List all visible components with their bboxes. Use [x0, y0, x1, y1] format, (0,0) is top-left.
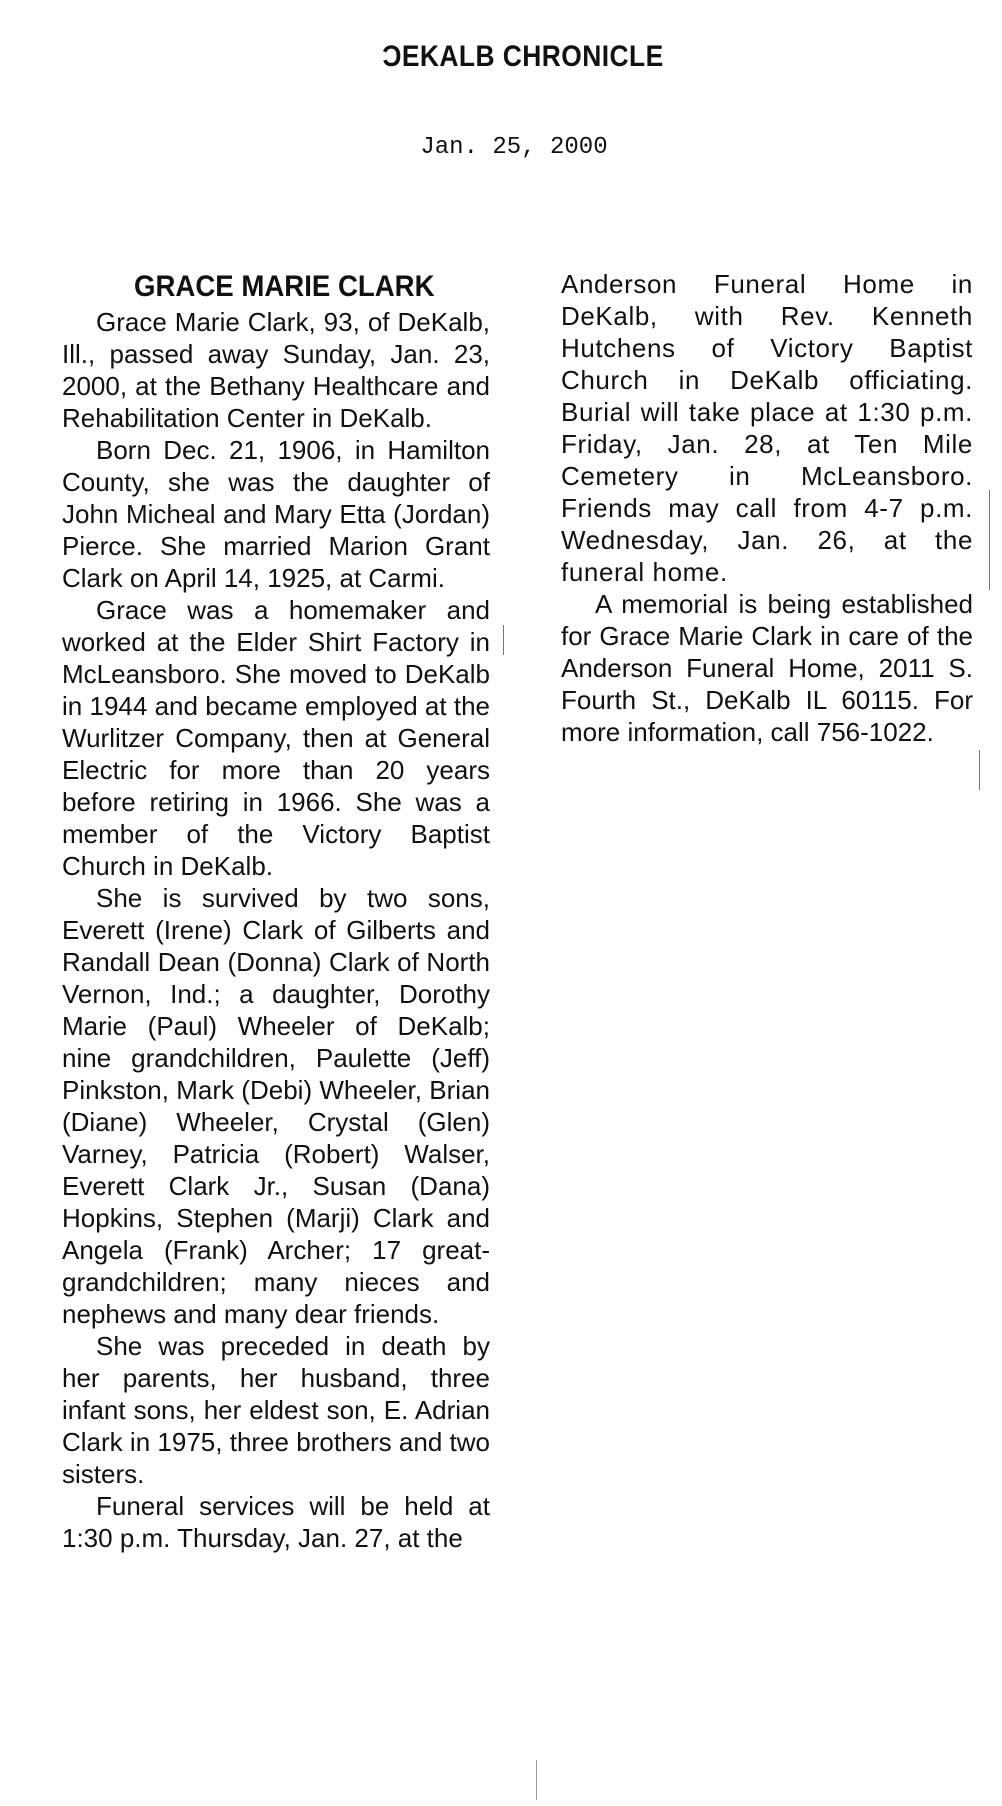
column-edge-mark: [503, 625, 504, 655]
obituary-right-column: [561, 268, 973, 748]
masthead: ƆEKALB CHRONICLE: [382, 40, 664, 73]
column-edge-mark: [989, 490, 990, 590]
obituary-left-column: [62, 268, 490, 1554]
obituary-paragraph: Funeral services will be held at 1:30 p.m. Thursday, Jan. 27, at the: [62, 1491, 490, 1553]
publication-date: Jan. 25, 2000: [420, 134, 608, 161]
obituary-paragraph: Born Dec. 21, 1906, in Hamilton County, she was the daughter of John Micheal and Mary Etta (Jordan) Pierce. She married Marion Grant Clark on April 14, 1925, at Carmi.: [62, 435, 490, 593]
obituary-paragraph: Anderson Funeral Home in DeKalb, with Rev. Kenneth Hutchens of Victory Baptist Church in DeKalb officiating. Burial will take place at 1:30 p.m. Friday, Jan. 28, at Ten Mile Cemetery in McLeansboro. Friends may call from 4-7 p.m. Wednesday, Jan. 26, at the funeral home.: [561, 269, 973, 587]
obituary-paragraph: She was preceded in death by her parents, her husband, three infant sons, her eldest son, E. Adrian Clark in 1975, three brothers and two sisters.: [62, 1331, 490, 1489]
column-edge-mark: [979, 750, 980, 790]
obituary-headline: GRACE MARIE CLARK: [134, 270, 435, 303]
obituary-paragraph: Grace was a homemaker and worked at the Elder Shirt Factory in McLeansboro. She moved to DeKalb in 1944 and became employed at the Wurlitzer Company, then at General Electric for more than 20 years before retiring in 1966. She was a member of the Victory Baptist Church in DeKalb.: [62, 595, 490, 881]
obituary-paragraph: Grace Marie Clark, 93, of DeKalb, Ill., passed away Sunday, Jan. 23, 2000, at the Bethany Healthcare and Rehabilitation Center in DeKalb.: [62, 307, 490, 433]
obituary-paragraph: She is survived by two sons, Everett (Irene) Clark of Gilberts and Randall Dean (Donna) Clark of North Vernon, Ind.; a daughter, Dorothy Marie (Paul) Wheeler of DeKalb; nine grandchildren, Paulette (Jeff) Pinkston, Mark (Debi) Wheeler, Brian (Diane) Wheeler, Crystal (Glen) Varney, Patricia (Robert) Walser, Everett Clark Jr., Susan (Dana) Hopkins, Stephen (Marji) Clark and Angela (Frank) Archer; 17 great-grandchildren; many nieces and nephews and many dear friends.: [62, 883, 490, 1329]
scan-edge-mark: [536, 1760, 537, 1800]
obituary-paragraph: A memorial is being established for Grace Marie Clark in care of the Anderson Funeral Home, 2011 S. Fourth St., DeKalb IL 60115. For more information, call 756-1022.: [561, 589, 973, 747]
